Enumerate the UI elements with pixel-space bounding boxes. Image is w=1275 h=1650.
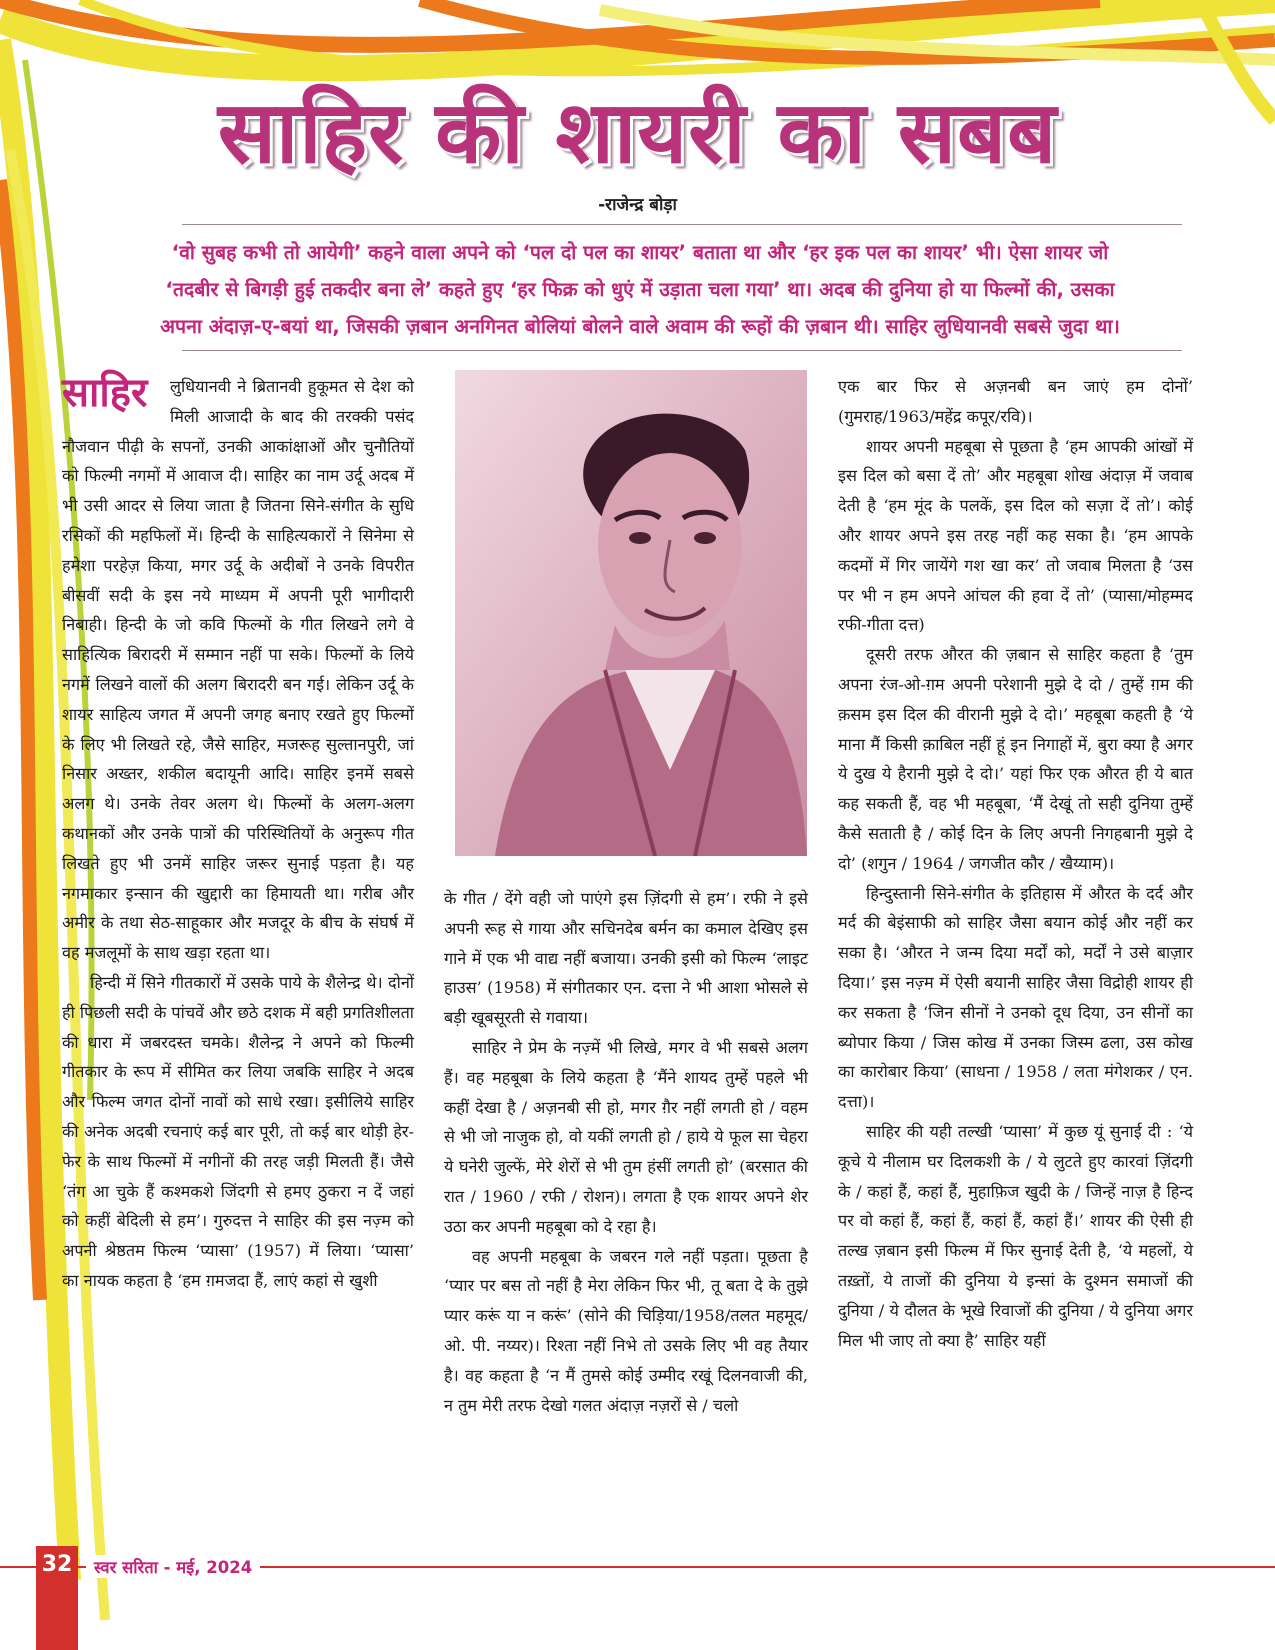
intro-line: अपना अंदाज़-ए-बयां था, जिसकी ज़बान अनगिनत बोलियां बोलने वाले अवाम की रूहों की ज़बान थी। साहिर लुधियानवी सबसे जुदा था। — [160, 315, 1120, 338]
portrait-photo — [455, 370, 807, 856]
intro-line: ‘वो सुबह कभी तो आयेगी’ कहने वाला अपने को ‘पल दो पल का शायर’ बताता था और ‘हर इक पल का शायर’ भी। ऐसा शायर जो — [171, 241, 1109, 264]
paragraph: दूसरी तरफ औरत की ज़बान से साहिर कहता है ‘तुम अपना रंज-ओ-ग़म अपनी परेशानी मुझे दे दो / तुम्हें ग़म की क़सम इस दिल की वीरानी मुझे दे दो।’ महबूबा कहती है ‘ये माना मैं किसी क़ाबिल नहीं हूं इन निगाहों में, बुरा क्या है अगर ये दुख ये हैरानी मुझे दे दो।’ यहां फिर एक औरत ही ये बात कह सकती हैं, वह भी महबूबा, ‘मैं देखूं तो सही दुनिया तुम्हें कैसे सताती है / कोई दिन के लिए अपनी निगहबानी मुझे दे दो’ (शगुन / 1964 / जगजीत कौर / खैय्याम)। — [838, 645, 1193, 873]
page-number: 32 — [41, 1552, 73, 1577]
paragraph: के गीत / देंगे वही जो पाएंगे इस ज़िंदगी से हम’। रफी ने इसे अपनी रूह से गाया और सचिनदेब बर्मन का कमाल देखिए इस गाने में एक भी वाद्य नहीं बजाया। उनकी इसी को फिल्म ‘लाइट हाउस’ (1958) में संगीतकार एन. दत्ता ने भी आशा भोसले से बड़ी खूबसूरती से गवाया। — [444, 889, 808, 1028]
paragraph-text: लुधियानवी ने ब्रितानवी हुकूमत से देश को मिली आजादी के बाद की तरक्की पसंद नौजवान पीढ़ी के सपनों, उनकी आकांक्षाओं और चुनौतियों को फिल्मी नगमों में आवाज दी। साहिर का नाम उर्दू अदब में भी उसी आदर से लिया जाता है जितना सिने-संगीत के सुधि रसिकों की महफिलों में। हिन्दी के साहित्यकारों ने सिनेमा से हमेशा परहेज़ किया, मगर उर्दू के अदीबों ने उनके विपरीत बीसवीं सदी के इस नये माध्यम में अपनी पूरी भागीदारी निबाही। हिन्दी के जो कवि फिल्मों के गीत लिखने लगे वे साहित्यिक बिरादरी में सम्मान नहीं पा सके। फिल्मों के लिये नगमें लिखने वालों की अलग बिरादरी बन गई। लेकिन उर्दू के शायर साहित्य जगत में अपनी जगह बनाए रखते हुए फिल्मों के लिए भी लिखते रहे, जैसे साहिर, मजरूह सुल्तानपुरी, जां निसार अख्तर, शकील बदायूनी आदि। साहिर इनमें सबसे अलग थे। उनके तेवर अलग थे। फिल्मों के अलग-अलग कथानकों और उनके पात्रों की परिस्थितियों के अनुरूप गीत लिखते हुए भी उनमें साहिर जरूर सुनाई पड़ता है। यह नगमाकार इन्सान की खुद्दारी का हिमायती था। गरीब और अमीर के तथा सेठ-साहूकार और मजदूर के बीच के संघर्ष में वह मजलूमों के साथ खड़ा रहता था। — [62, 377, 414, 963]
paragraph: वह अपनी महबूबा के जबरन गले नहीं पड़ता। पूछता है ‘प्यार पर बस तो नहीं है मेरा लेकिन फिर भी, तू बता दे के तुझे प्यार करूं या न करूं’ (सोने की चिड़िया/1958/तलत महमूद/ओ. पी. नय्यर)। रिश्ता नहीं निभे तो उसके लिए भी वह तैयार है। वह कहता है ‘न मैं तुमसे कोई उम्मीद रखूं दिलनवाजी की, न तुम मेरी तरफ देखो गलत अंदाज़ नज़रों से / चलो — [444, 1246, 808, 1415]
article-column-2 — [444, 884, 808, 1420]
magazine-issue-label: स्वर सरिता - मई, 2024 — [86, 1555, 260, 1578]
paragraph: साहिर ने प्रेम के नज़्में भी लिखे, मगर वे भी सबसे अलग हैं। वह महबूबा के लिये कहता है ‘मैंने शायद तुम्हें पहले भी कहीं देखा है / अज़नबी सी हो, मगर ग़ैर नहीं लगती हो / वहम से भी जो नाजुक हो, वो यकीं लगती हो / हाये ये फूल सा चेहरा ये घनेरी जुल्फें, मेरे शेरों से भी तुम हंसीं लगती हो’ (बरसात की रात / 1960 / रफी / रोशन)। लगता है एक शायर अपने शेर उठा कर अपनी महबूबा को दे रहा है। — [444, 1037, 808, 1236]
paragraph: हिन्दुस्तानी सिने-संगीत के इतिहास में औरत के दर्द और मर्द की बेइंसाफी को साहिर जैसा बयान कोई और नहीं कर सका है। ‘औरत ने जन्म दिया मर्दों को, मर्दों ने उसे बाज़ार दिया।’ इस नज़्म में ऐसी बयानी साहिर जैसा विद्रोही शायर ही कर सकता है ‘जिन सीनों ने उनको दूध दिया, उन सीनों का ब्योपार किया / जिस कोख में उनका जिस्म ढला, उस कोख का कारोबार किया’ (साधना / 1958 / लता मंगेशकर / एन. दत्ता)। — [838, 883, 1193, 1112]
article-column-1 — [62, 372, 414, 1296]
paragraph: एक बार फिर से अज़नबी बन जाएं हम दोनों’ (गुमराह/1963/महेंद्र कपूर/रवि)। — [838, 377, 1193, 426]
divider-bottom — [182, 350, 1182, 351]
article-title: साहिर की शायरी का सबब — [217, 83, 1058, 183]
paragraph: हिन्दी में सिने गीतकारों में उसके पाये के शैलेन्द्र थे। दोनों ही पिछली सदी के पांचवें और छठे दशक में बही प्रगतिशीलता की धारा में जबरदस्त चमके। शैलेन्द्र ने अपने को फिल्मी गीतकार के रूप में सीमित कर लिया जबकि साहिर ने अदब और फिल्म जगत दोनों नावों को साधे रखा। इसीलिये साहिर की अनेक अदबी रचनाएं कई बार पूरी, तो कई बार थोड़ी हेर-फेर के साथ फिल्मों में नगीनों की तरह जड़ी मिलती हैं। जैसे ‘तंग आ चुके हैं कश्मकशे जिंदगी से हमए ठुकरा न दें जहां को कहीं बेदिली से हम’। गुरुदत्त ने साहिर की इस नज़्म को अपनी श्रेष्ठतम फिल्म ‘प्यासा’ (1957) में लिया। ‘प्यासा’ का नायक कहता है ‘हम ग़मजदा हैं, लाएं कहां से खुशी — [62, 972, 414, 1290]
article-author: -राजेन्द्र बोड़ा — [598, 195, 677, 215]
article-column-3 — [838, 372, 1193, 1355]
drop-cap-word: साहिर — [62, 370, 148, 416]
intro-blurb — [60, 234, 1220, 345]
portrait-illustration — [455, 370, 807, 856]
paragraph: शायर अपनी महबूबा से पूछता है ‘हम आपकी आंखों में इस दिल को बसा दें तो’ और महबूबा शोख अंदाज़ में जवाब देती है ‘हम मूंद के पलकें, इस दिल को सज़ा दें तो’। कोई और शायर अपने इस तरह नहीं कह सका है। ‘हम आपके कदमों में गिर जायेंगे गश खा कर’ तो जवाब मिलता है ‘उस पर भी न हम अपने आंचल की हवा दें तो’ (प्यासा/मोहम्मद रफी-गीता दत्त) — [838, 436, 1193, 635]
paragraph — [62, 372, 414, 968]
divider-top — [182, 224, 1182, 225]
intro-line: ‘तदबीर से बिगड़ी हुई तकदीर बना ले’ कहते हुए ‘हर फिक्र को धुएं में उड़ाता चला गया’ था। अदब की दुनिया हो या फिल्मों की, उसका — [165, 278, 1115, 301]
paragraph: साहिर की यही तल्खी ‘प्यासा’ में कुछ यूं सुनाई दी : ‘ये कूचे ये नीलाम घर दिलकशी के / ये लुटते हुए कारवां ज़िंदगी के / कहां हैं, कहां हैं, मुहाफ़िज खुदी के / जिन्हें नाज़ है हिन्द पर वो कहां हैं, कहां हैं, कहां हैं, कहां हैं।’ शायर की ऐसी ही तल्ख ज़बान इसी फिल्म में फिर सुनाई देती है, ‘ये महलों, ये तख़्तों, ये ताजों की दुनिया ये इन्सां के दुश्मन समाजों की दुनिया / ये दौलत के भूखे रिवाजों की दुनिया / ये दुनिया अगर मिल भी जाए तो क्या है’ साहिर यहीं — [838, 1121, 1193, 1350]
